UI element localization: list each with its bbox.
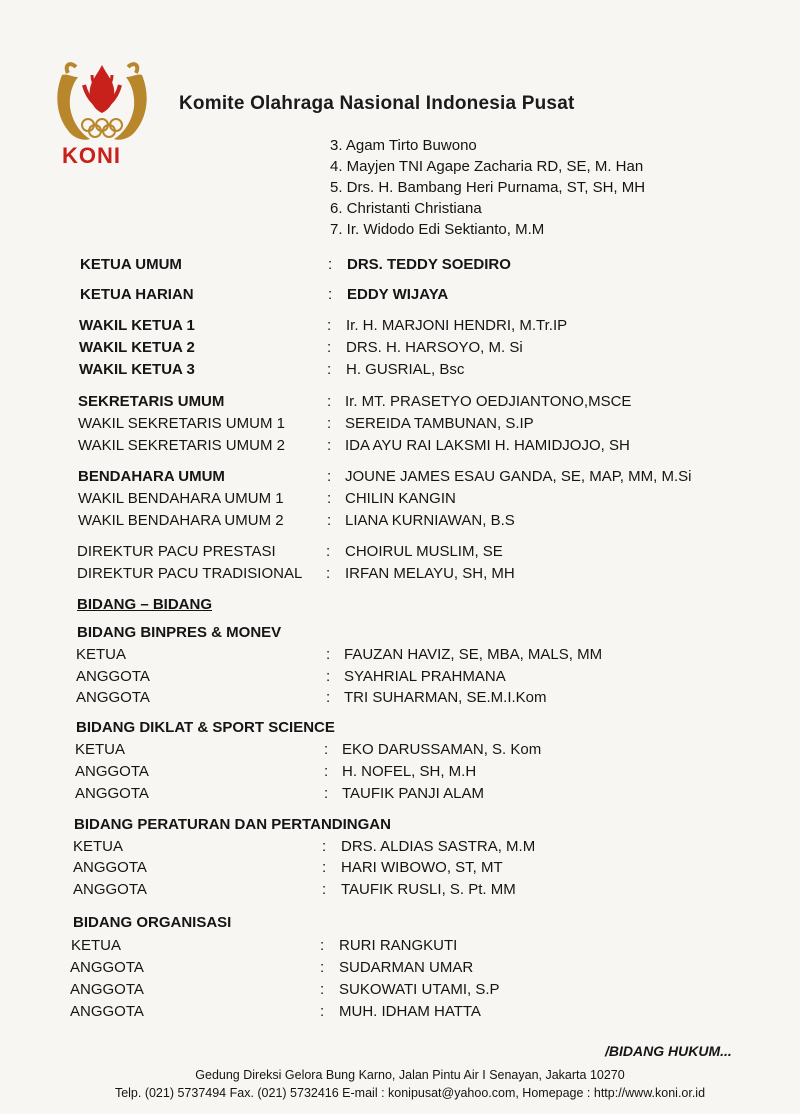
footer-contact: Telp. (021) 5737494 Fax. (021) 5732416 E-mail : konipusat@yahoo.com, Homepage : http://www.koni.or.id — [114, 1086, 706, 1100]
member-name: HARI WIBOWO, ST, MT — [341, 859, 503, 876]
colon: : — [320, 937, 325, 954]
role-label: ANGGOTA — [76, 668, 150, 685]
member-name: SEREIDA TAMBUNAN, S.IP — [345, 415, 534, 432]
colon: : — [324, 741, 329, 758]
bidang-organisasi-title: BIDANG ORGANISASI — [73, 914, 232, 931]
logo-wordmark: KONI — [62, 143, 121, 168]
member-name: IDA AYU RAI LAKSMI H. HAMIDJOJO, SH — [345, 437, 630, 454]
list-item: 6. Christanti Christiana — [330, 200, 482, 217]
colon: : — [324, 763, 329, 780]
colon: : — [328, 286, 333, 303]
member-name: DRS. ALDIAS SASTRA, M.M — [341, 838, 536, 855]
continued-member-list — [330, 135, 645, 240]
member-name: MUH. IDHAM HATTA — [339, 1003, 481, 1020]
colon: : — [327, 339, 332, 356]
bidang-diklat-title: BIDANG DIKLAT & SPORT SCIENCE — [76, 719, 335, 736]
bidang-peraturan-title: BIDANG PERATURAN DAN PERTANDINGAN — [74, 816, 391, 833]
member-name: TAUFIK PANJI ALAM — [342, 785, 484, 802]
colon: : — [326, 646, 331, 663]
colon: : — [322, 859, 327, 876]
role-label: WAKIL SEKRETARIS UMUM 2 — [78, 437, 285, 454]
member-name: H. NOFEL, SH, M.H — [342, 763, 477, 780]
member-name: FAUZAN HAVIZ, SE, MBA, MALS, MM — [344, 646, 603, 663]
member-name: DRS. TEDDY SOEDIRO — [347, 256, 511, 273]
role-label: KETUA — [73, 838, 124, 855]
role-label: WAKIL BENDAHARA UMUM 2 — [78, 512, 284, 529]
role-label: WAKIL BENDAHARA UMUM 1 — [78, 490, 284, 507]
member-name: LIANA KURNIAWAN, B.S — [345, 512, 515, 529]
member-name: CHILIN KANGIN — [345, 490, 456, 507]
role-label: WAKIL SEKRETARIS UMUM 1 — [78, 415, 285, 432]
colon: : — [322, 881, 327, 898]
role-label: ANGGOTA — [70, 981, 144, 998]
colon: : — [327, 361, 332, 378]
colon: : — [324, 785, 329, 802]
footer-address: Gedung Direksi Gelora Bung Karno, Jalan Pintu Air I Senayan, Jakarta 10270 — [195, 1068, 625, 1082]
role-label: ANGGOTA — [70, 1003, 144, 1020]
role-label: KETUA — [71, 937, 122, 954]
colon: : — [327, 490, 332, 507]
role-label: ANGGOTA — [75, 763, 149, 780]
member-name: EKO DARUSSAMAN, S. Kom — [342, 741, 542, 758]
colon: : — [327, 468, 332, 485]
bidang-binpres-title: BIDANG BINPRES & MONEV — [77, 624, 282, 641]
member-name: Ir. MT. PRASETYO OEDJIANTONO,MSCE — [345, 393, 632, 410]
list-item: 5. Drs. H. Bambang Heri Purnama, ST, SH, MH — [330, 179, 646, 196]
colon: : — [320, 959, 325, 976]
colon: : — [327, 393, 332, 410]
member-name: CHOIRUL MUSLIM, SE — [345, 543, 503, 560]
role-label: ANGGOTA — [70, 959, 144, 976]
role-label: DIREKTUR PACU TRADISIONAL — [77, 565, 303, 582]
role-label: BENDAHARA UMUM — [78, 468, 225, 485]
colon: : — [326, 668, 331, 685]
member-name: JOUNE JAMES ESAU GANDA, SE, MAP, MM, M.Si — [345, 468, 692, 485]
list-item: 4. Mayjen TNI Agape Zacharia RD, SE, M. Han — [330, 158, 644, 175]
role-label: ANGGOTA — [73, 881, 147, 898]
organization-title: Komite Olahraga Nasional Indonesia Pusat — [179, 93, 575, 114]
colon: : — [326, 689, 331, 706]
member-name: SYAHRIAL PRAHMANA — [344, 668, 506, 685]
member-name: EDDY WIJAYA — [347, 286, 449, 303]
role-label: KETUA UMUM — [80, 256, 182, 273]
role-label: WAKIL KETUA 1 — [79, 317, 195, 334]
member-name: SUDARMAN UMAR — [339, 959, 474, 976]
colon: : — [328, 256, 333, 273]
role-label: SEKRETARIS UMUM — [78, 393, 225, 410]
member-name: H. GUSRIAL, Bsc — [346, 361, 465, 378]
colon: : — [326, 565, 331, 582]
list-item: 3. Agam Tirto Buwono — [330, 137, 477, 154]
member-name: TRI SUHARMAN, SE.M.I.Kom — [344, 689, 547, 706]
role-label: ANGGOTA — [75, 785, 149, 802]
role-label: KETUA HARIAN — [80, 286, 194, 303]
member-name: RURI RANGKUTI — [339, 937, 458, 954]
member-name: Ir. H. MARJONI HENDRI, M.Tr.IP — [346, 317, 568, 334]
role-label: ANGGOTA — [76, 689, 150, 706]
role-label: KETUA — [76, 646, 127, 663]
role-label: WAKIL KETUA 2 — [79, 339, 195, 356]
role-label: KETUA — [75, 741, 126, 758]
role-label: WAKIL KETUA 3 — [79, 361, 195, 378]
colon: : — [320, 981, 325, 998]
member-name: TAUFIK RUSLI, S. Pt. MM — [341, 881, 516, 898]
colon: : — [327, 437, 332, 454]
colon: : — [327, 512, 332, 529]
role-label: DIREKTUR PACU PRESTASI — [77, 543, 276, 560]
colon: : — [327, 415, 332, 432]
list-item: 7. Ir. Widodo Edi Sektianto, M.M — [330, 221, 545, 238]
member-name: SUKOWATI UTAMI, S.P — [339, 981, 500, 998]
colon: : — [327, 317, 332, 334]
bidang-section-heading: BIDANG – BIDANG — [77, 596, 213, 613]
colon: : — [326, 543, 331, 560]
member-name: IRFAN MELAYU, SH, MH — [345, 565, 515, 582]
continuation-reference: /BIDANG HUKUM... — [605, 1043, 732, 1059]
colon: : — [322, 838, 327, 855]
member-name: DRS. H. HARSOYO, M. Si — [346, 339, 523, 356]
colon: : — [320, 1003, 325, 1020]
role-label: ANGGOTA — [73, 859, 147, 876]
